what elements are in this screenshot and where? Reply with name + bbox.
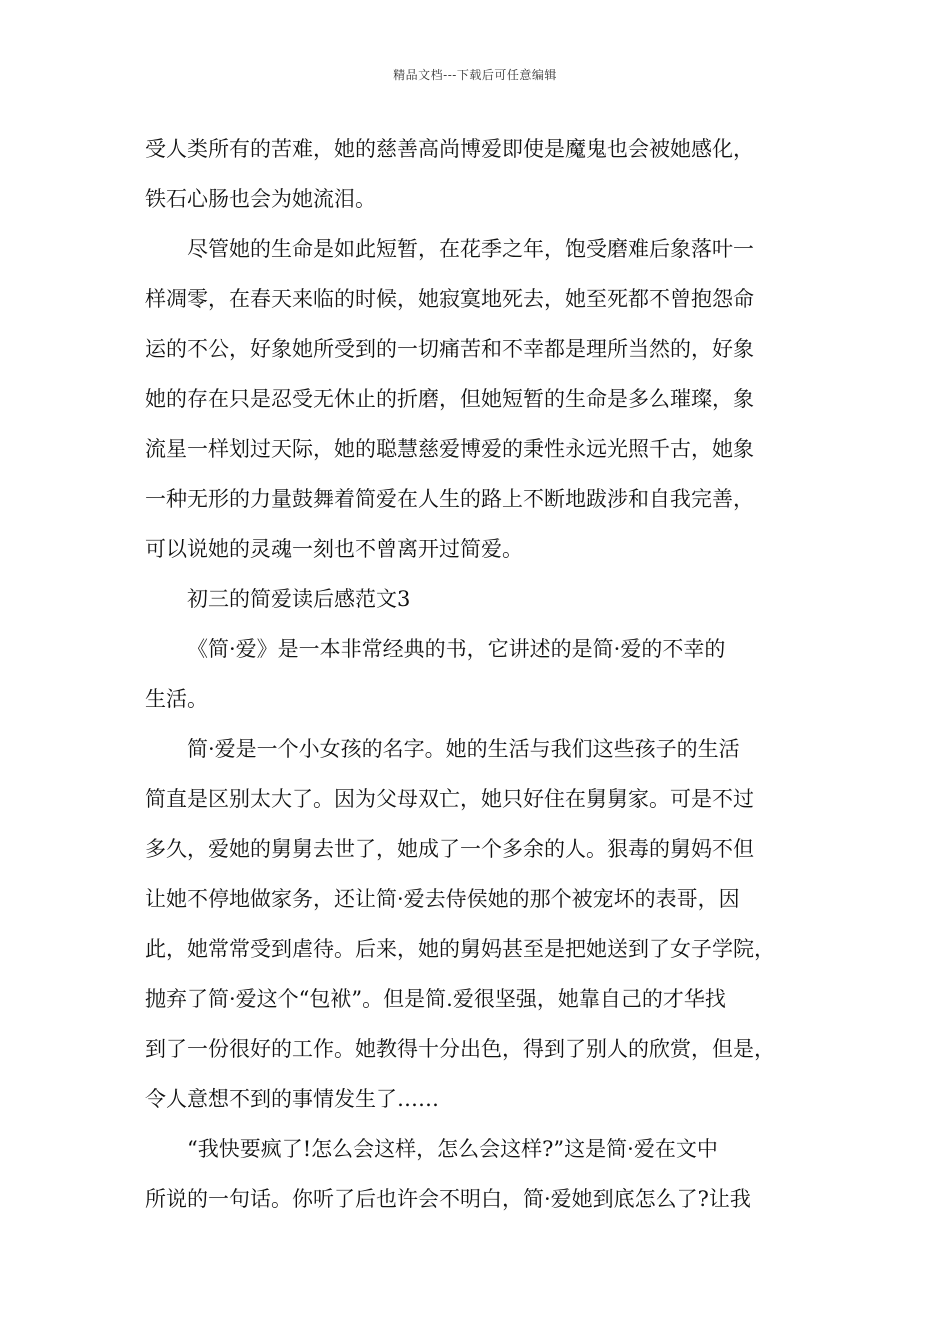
text-line: 生活。	[145, 687, 208, 711]
text-line: 运的不公，好象她所受到的一切痛苦和不幸都是理所当然的，好象	[145, 337, 754, 361]
paragraph	[145, 124, 815, 224]
page-header: 精品文档---下载后可任意编辑	[393, 68, 557, 82]
text-line: 此，她常常受到虐待。后来，她的舅妈甚至是把她送到了女子学院，	[145, 937, 775, 961]
text-line: 一种无形的力量鼓舞着简爱在人生的路上不断地跋涉和自我完善，	[145, 487, 754, 511]
text-line: 可以说她的灵魂一刻也不曾离开过简爱。	[145, 537, 523, 561]
text-line: 她的存在只是忍受无休止的折磨，但她短暂的生命是多么璀璨，象	[145, 387, 754, 411]
text-line: 多久，爱她的舅舅去世了，她成了一个多余的人。狠毒的舅妈不但	[145, 837, 754, 861]
text-line: 铁石心肠也会为她流泪。	[145, 187, 376, 211]
text-line: 尽管她的生命是如此短暂，在花季之年，饱受磨难后象落叶一	[187, 237, 754, 261]
text-line: 简·爱是一个小女孩的名字。她的生活与我们这些孩子的生活	[187, 737, 740, 761]
text-line: “我快要疯了!怎么会这样，怎么会这样?”这是简·爱在文中	[187, 1137, 718, 1161]
text-line: 到了一份很好的工作。她教得十分出色，得到了别人的欣赏，但是，	[145, 1037, 775, 1061]
text-line: 所说的一句话。你听了后也许会不明白，简·爱她到底怎么了?让我	[145, 1187, 751, 1211]
text-line: 简直是区别太大了。因为父母双亡，她只好住在舅舅家。可是不过	[145, 787, 754, 811]
paragraph	[145, 624, 815, 724]
text-line: 《简·爱》是一本非常经典的书，它讲述的是简·爱的不幸的	[187, 637, 726, 661]
paragraph	[145, 1124, 815, 1224]
section-heading-text: 初三的简爱读后感范文3	[187, 587, 411, 611]
text-line: 样凋零，在春天来临的时候，她寂寞地死去，她至死都不曾抱怨命	[145, 287, 754, 311]
text-line: 流星一样划过天际，她的聪慧慈爱博爱的秉性永远光照千古，她象	[145, 437, 754, 461]
paragraph	[145, 224, 815, 574]
text-line: 让她不停地做家务，还让简·爱去侍侯她的那个被宠坏的表哥，因	[145, 887, 740, 911]
text-line: 受人类所有的苦难，她的慈善高尚博爱即使是魔鬼也会被她感化，	[145, 137, 754, 161]
section-heading	[145, 574, 815, 624]
text-line: 抛弃了简·爱这个“包袱”。但是简.爱很坚强，她靠自己的才华找	[145, 987, 726, 1011]
text-line: 令人意想不到的事情发生了……	[145, 1087, 439, 1111]
document-body	[145, 124, 815, 1224]
paragraph	[145, 724, 815, 1124]
